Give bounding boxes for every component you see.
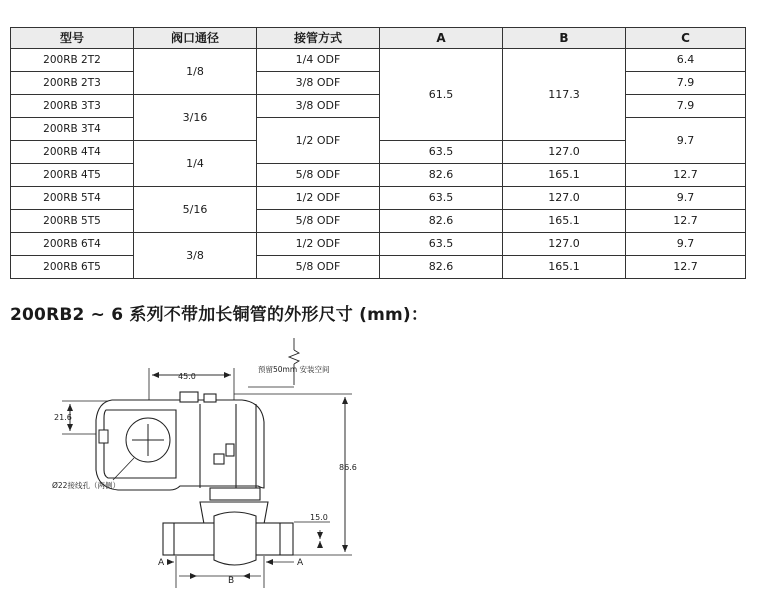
b-cell: 127.0 — [503, 233, 626, 256]
a-cell: 82.6 — [380, 164, 503, 187]
valve-dimension-drawing — [0, 330, 760, 597]
port-size-cell: 3/16 — [134, 95, 257, 141]
c-cell: 6.4 — [626, 49, 746, 72]
table-header-row — [11, 28, 746, 49]
valve-body — [163, 512, 293, 565]
connection-cell: 3/8 ODF — [257, 72, 380, 95]
model-cell: 200RB 4T4 — [11, 141, 134, 164]
port-size-cell: 3/8 — [134, 233, 257, 279]
model-cell: 200RB 2T3 — [11, 72, 134, 95]
header-model: 型号 — [11, 28, 134, 49]
header-c: C — [626, 28, 746, 49]
header-connection: 接管方式 — [257, 28, 380, 49]
header-b: B — [503, 28, 626, 49]
table-row — [11, 72, 746, 95]
a-cell: 61.5 — [380, 49, 503, 141]
b-cell: 165.1 — [503, 256, 626, 279]
connection-cell: 5/8 ODF — [257, 210, 380, 233]
connection-cell: 3/8 ODF — [257, 95, 380, 118]
dim-45-label: 45.0 — [178, 372, 196, 381]
header-port-size: 阀口通径 — [134, 28, 257, 49]
c-cell: 9.7 — [626, 118, 746, 164]
a-cell: 82.6 — [380, 210, 503, 233]
connection-cell: 1/2 ODF — [257, 233, 380, 256]
port-size-cell: 1/4 — [134, 141, 257, 187]
connection-cell: 5/8 ODF — [257, 256, 380, 279]
model-cell: 200RB 5T4 — [11, 187, 134, 210]
table-row — [11, 233, 746, 256]
table-row — [11, 118, 746, 141]
c-cell: 9.7 — [626, 187, 746, 210]
c-cell: 12.7 — [626, 164, 746, 187]
table-row — [11, 49, 746, 72]
b-cell: 117.3 — [503, 49, 626, 141]
connection-cell: 1/4 ODF — [257, 49, 380, 72]
dim-15-line — [294, 522, 330, 548]
section-title: 200RB2 ~ 6 系列不带加长铜管的外形尺寸 (mm)： — [10, 305, 429, 325]
c-cell: 12.7 — [626, 210, 746, 233]
b-cell: 127.0 — [503, 187, 626, 210]
model-cell: 200RB 4T5 — [11, 164, 134, 187]
a-cell: 63.5 — [380, 187, 503, 210]
b-cell: 127.0 — [503, 141, 626, 164]
spec-table — [10, 27, 746, 279]
table-row — [11, 187, 746, 210]
model-cell: 200RB 5T5 — [11, 210, 134, 233]
model-cell: 200RB 2T2 — [11, 49, 134, 72]
table-row — [11, 164, 746, 187]
table-row — [11, 256, 746, 279]
table-row — [11, 210, 746, 233]
dim-a-left-label: A — [158, 558, 165, 568]
c-cell: 7.9 — [626, 95, 746, 118]
hole-note: Ø22接线孔（两侧） — [52, 481, 120, 490]
port-size-cell: 5/16 — [134, 187, 257, 233]
table-row — [11, 95, 746, 118]
dim-a-right-label: A — [297, 558, 304, 568]
a-cell: 63.5 — [380, 233, 503, 256]
header-a: A — [380, 28, 503, 49]
model-cell: 200RB 3T3 — [11, 95, 134, 118]
model-cell: 200RB 6T4 — [11, 233, 134, 256]
dim-15-label: 15.0 — [310, 513, 328, 522]
space-note: 预留50mm 安装空间 — [258, 365, 330, 374]
connection-cell: 5/8 ODF — [257, 164, 380, 187]
a-cell: 82.6 — [380, 256, 503, 279]
c-cell: 9.7 — [626, 233, 746, 256]
model-cell: 200RB 3T4 — [11, 118, 134, 141]
connection-cell: 1/2 ODF — [257, 187, 380, 210]
c-cell: 7.9 — [626, 72, 746, 95]
model-cell: 200RB 6T5 — [11, 256, 134, 279]
c-cell: 12.7 — [626, 256, 746, 279]
connection-cell: 1/2 ODF — [257, 118, 380, 164]
a-cell: 63.5 — [380, 141, 503, 164]
dim-86-label: 86.6 — [339, 463, 357, 472]
port-size-cell: 1/8 — [134, 49, 257, 95]
b-cell: 165.1 — [503, 164, 626, 187]
space-break-line — [289, 338, 299, 385]
dim-b-label: B — [228, 576, 235, 586]
dim-21-label: 21.6 — [54, 413, 72, 422]
coil-housing — [96, 392, 264, 490]
b-cell: 165.1 — [503, 210, 626, 233]
